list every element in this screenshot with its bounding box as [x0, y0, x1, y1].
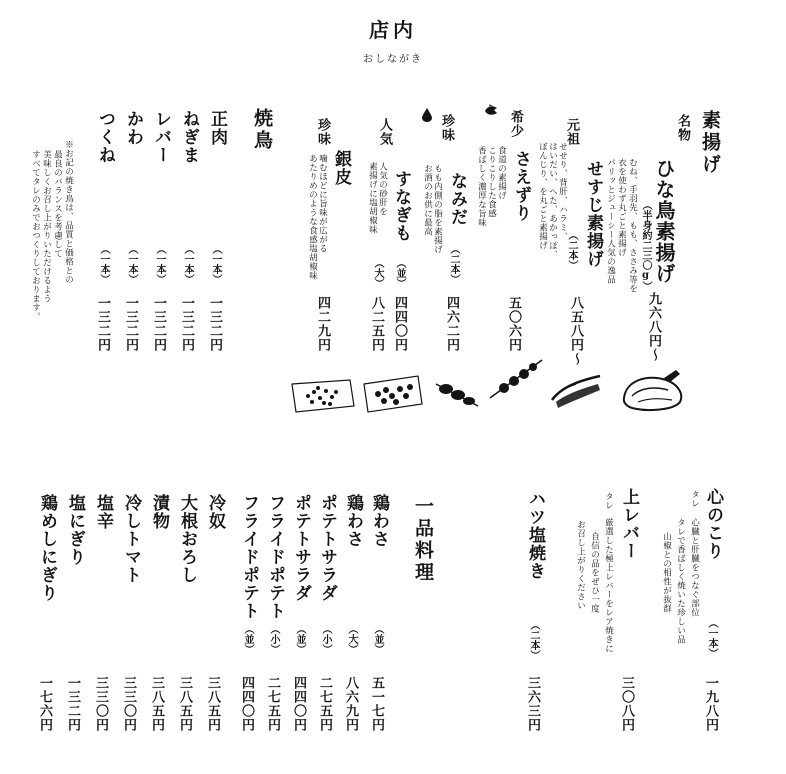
saezuri-price: 五〇六円	[506, 296, 521, 352]
ippin-item-name: 大根おろし	[177, 494, 197, 584]
sunagimo-qty-large: （大）	[372, 258, 383, 288]
sesuji-desc: はいだい、へた、あかっぽ、	[547, 142, 558, 259]
ippin-item-name: 鶏わさ	[369, 494, 389, 548]
hinadori-weight: （半身約二三〇g）	[640, 200, 651, 291]
sunagimo-plate-illustration	[362, 374, 424, 414]
ippin-item-qty: （並）	[372, 624, 383, 654]
yakitori-item-name: ねぎま	[179, 110, 199, 164]
ginkawa-desc: あたりめのような食感塩胡椒味	[307, 154, 318, 280]
sesuji-desc: ぼんじり、を丸ごと素揚げ	[537, 142, 548, 250]
jou-reba-desc: 厳選した極上レバーをレア焼きに	[603, 518, 614, 653]
ginkawa-desc: 噛むほどに旨味が広がる	[317, 154, 328, 253]
saezuri-name: さえずり	[511, 150, 531, 222]
chinmi2-label: 珍味	[315, 118, 330, 146]
tear-drop-icon	[422, 108, 432, 122]
ippin-item-price: 四四〇円	[239, 676, 254, 732]
section-heading-fried: 素揚げ	[699, 110, 721, 176]
ippin-item-price: 二七五円	[265, 676, 280, 732]
hinadori-desc: パリッとジューシー人気の逸品	[605, 158, 616, 284]
kokoro-name: 心のこり	[703, 488, 723, 560]
saezuri-desc: 香ばしく濃厚な旨味	[476, 146, 487, 227]
sunagimo-name: すなぎも	[391, 170, 411, 242]
section-heading-yakitori: 焼鳥	[251, 108, 273, 152]
ippin-item-price: 三八五円	[205, 676, 220, 732]
kokoro-desc: 心臓と肝臓をつなぐ部位	[689, 518, 700, 617]
ippin-item-name: ポテトサラダ	[317, 494, 337, 602]
roast-half-chicken-illustration	[618, 366, 688, 414]
hinadori-desc: むね、手羽先、もも、ささみ等を	[627, 158, 638, 293]
ippin-item-price: 二七五円	[317, 676, 332, 732]
ippin-item-name: 冷奴	[205, 494, 225, 530]
kokoro-tare-label: タレ	[689, 490, 700, 508]
namida-qty: （二本）	[448, 244, 459, 284]
ippin-item-name: 漬物	[149, 494, 169, 530]
yakitori-item-price: 一三二円	[151, 296, 166, 352]
yakitori-item-name: かわ	[123, 110, 143, 146]
sunagimo-desc: 人気の砂肝を	[377, 162, 388, 216]
sunagimo-price-large: 八二五円	[369, 296, 384, 352]
yakitori-item-name: 正肉	[207, 110, 227, 146]
hinadori-desc: 衣を使わず丸ごと素揚げ	[616, 158, 627, 257]
jou-reba-name: 上レバー	[619, 488, 639, 560]
saezuri-skewer-illustration	[486, 356, 546, 402]
ippin-item-qty: （並）	[242, 624, 253, 654]
ippin-item-name: 塩辛	[93, 494, 113, 530]
sunagimo-desc: 素揚げに塩胡椒味	[367, 162, 378, 234]
yakitori-item-price: 一三二円	[179, 296, 194, 352]
yakitori-note: ※お記の焼き鳥は、品質と価格との	[63, 140, 74, 284]
hatsu-qty: （二本）	[528, 620, 539, 660]
ippin-item-name: ポテトサラダ	[291, 494, 311, 602]
ippin-item-name: 塩にぎり	[65, 494, 85, 566]
hatsu-price: 三六三円	[525, 676, 540, 732]
ippin-item-price: 一三二円	[65, 676, 80, 732]
kokoro-desc: 山椒との相性が抜群	[661, 532, 672, 613]
kishou-label: 希少	[508, 110, 523, 138]
kokoro-desc: タレで香ばしく焼いた珍しい品	[675, 518, 686, 644]
ippin-item-qty: （大）	[346, 624, 357, 654]
yakitori-item-qty: （一本）	[210, 244, 221, 284]
yakitori-item-name: つくね	[95, 110, 115, 164]
ippin-item-price: 三三〇円	[93, 676, 108, 732]
sesuji-skewer-illustration	[548, 370, 604, 410]
meibutsu-label: 名物	[675, 114, 690, 142]
sunagimo-price-regular: 四四〇円	[392, 296, 407, 352]
ippin-item-name: 鶏わさ	[343, 494, 363, 548]
ninki-label: 人気	[377, 118, 392, 146]
hinadori-price: 九六八円～	[646, 292, 661, 362]
sunagimo-qty-regular: （並）	[394, 258, 405, 288]
yakitori-item-qty: （一本）	[154, 244, 165, 284]
yakitori-item-price: 一三二円	[207, 296, 222, 352]
page-subtitle: おしながき	[363, 54, 423, 65]
namida-skewer-illustration	[430, 372, 480, 414]
yakitori-item-name: レバー	[151, 110, 171, 164]
sesuji-desc: せせり、背肝、ハラミ、	[557, 142, 568, 241]
yakitori-item-qty: （一本）	[182, 244, 193, 284]
ginkawa-name: 銀皮	[331, 150, 351, 186]
bird-silhouette-icon	[484, 104, 498, 118]
jou-reba-desc: 自信の品をぜひ一度	[589, 532, 600, 613]
namida-desc: もも内側の脂を素揚げ	[432, 164, 443, 254]
sesuji-qty: （二本）	[566, 230, 577, 270]
ippin-item-price: 八六九円	[343, 676, 358, 732]
sesuji-price: 八五八円～	[568, 296, 583, 366]
ippin-item-qty: （小）	[320, 624, 331, 654]
yakitori-note: すべてタレのみでおつくりしております。	[30, 150, 41, 321]
ippin-item-name: 冷しトマト	[121, 494, 141, 584]
kokoro-qty: （一本）	[706, 618, 717, 658]
hatsu-name: ハツ塩焼き	[525, 490, 545, 580]
page-title: 店内	[369, 18, 417, 42]
namida-name: なみだ	[447, 172, 467, 226]
ginkawa-plate-illustration	[290, 378, 356, 414]
yakitori-item-qty: （一本）	[126, 244, 137, 284]
ippin-item-price: 四四〇円	[291, 676, 306, 732]
ippin-item-name: 鶏めしにぎり	[37, 494, 57, 602]
kokoro-price: 一九八円	[703, 676, 718, 732]
namida-price: 四六二円	[444, 296, 459, 352]
ginkawa-price: 四二九円	[315, 296, 330, 352]
yakitori-item-qty: （一本）	[98, 244, 109, 284]
jou-reba-desc: お召し上がりください	[575, 520, 586, 610]
ippin-item-price: 一七六円	[37, 676, 52, 732]
chinmi-label: 珍味	[439, 114, 454, 142]
yakitori-note: 最良のバランスを考慮して	[52, 150, 63, 258]
ganso-label: 元祖	[564, 118, 579, 146]
section-heading-ippin: 一品料理	[412, 496, 434, 584]
jou-reba-price: 三〇八円	[619, 676, 634, 732]
ippin-item-qty: （並）	[294, 624, 305, 654]
ippin-item-price: 三八五円	[149, 676, 164, 732]
ippin-item-name: フライドポテト	[239, 494, 259, 620]
yakitori-item-price: 一三二円	[95, 296, 110, 352]
ippin-item-price: 三八五円	[177, 676, 192, 732]
ippin-item-qty: （小）	[268, 624, 279, 654]
jou-reba-tare-label: タレ	[603, 492, 614, 510]
yakitori-item-price: 一三二円	[123, 296, 138, 352]
saezuri-desc: 食道の素揚げ	[496, 146, 507, 200]
namida-desc: お酒のお供に最高	[422, 164, 433, 236]
ippin-item-price: 三三〇円	[121, 676, 136, 732]
ippin-item-price: 五一七円	[369, 676, 384, 732]
sesuji-name: せすじ素揚げ	[583, 160, 603, 268]
hinadori-name: ひな鳥素揚げ	[652, 158, 676, 284]
saezuri-desc: こりこりした食感	[486, 146, 497, 218]
ippin-item-name: フライドポテト	[265, 494, 285, 620]
yakitori-note: 美味しくお召し上がりいただけるよう	[41, 150, 52, 303]
